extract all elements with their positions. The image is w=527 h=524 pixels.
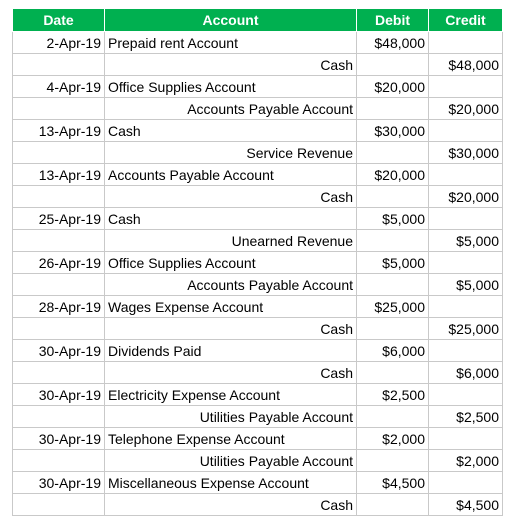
- date-cell[interactable]: [13, 450, 105, 472]
- date-cell[interactable]: 25-Apr-19: [13, 208, 105, 230]
- account-cell[interactable]: Electricity Expense Account: [105, 384, 357, 406]
- credit-cell[interactable]: $30,000: [429, 142, 503, 164]
- debit-cell[interactable]: $20,000: [357, 76, 429, 98]
- table-row: [13, 472, 503, 494]
- debit-cell[interactable]: $48,000: [357, 32, 429, 54]
- table-row: [13, 362, 503, 384]
- date-cell[interactable]: [13, 54, 105, 76]
- table-row: [13, 230, 503, 252]
- credit-cell[interactable]: $6,000: [429, 362, 503, 384]
- credit-cell[interactable]: [429, 472, 503, 494]
- account-cell[interactable]: Office Supplies Account: [105, 252, 357, 274]
- credit-cell[interactable]: $2,000: [429, 450, 503, 472]
- table-row: [13, 384, 503, 406]
- account-cell[interactable]: Prepaid rent Account: [105, 32, 357, 54]
- table-row: [13, 406, 503, 428]
- account-cell[interactable]: Cash: [105, 494, 357, 516]
- credit-cell[interactable]: [429, 208, 503, 230]
- table-row: [13, 98, 503, 120]
- debit-cell[interactable]: $2,500: [357, 384, 429, 406]
- debit-cell[interactable]: [357, 230, 429, 252]
- date-cell[interactable]: [13, 362, 105, 384]
- table-row: [13, 252, 503, 274]
- debit-cell[interactable]: $25,000: [357, 296, 429, 318]
- credit-cell[interactable]: $25,000: [429, 318, 503, 340]
- date-cell[interactable]: 13-Apr-19: [13, 164, 105, 186]
- credit-cell[interactable]: [429, 428, 503, 450]
- date-cell[interactable]: 30-Apr-19: [13, 384, 105, 406]
- date-cell[interactable]: [13, 274, 105, 296]
- account-cell[interactable]: Cash: [105, 208, 357, 230]
- table-row: [13, 54, 503, 76]
- table-row: [13, 318, 503, 340]
- table-row: [13, 428, 503, 450]
- account-cell[interactable]: Utilities Payable Account: [105, 406, 357, 428]
- table-row: [13, 296, 503, 318]
- debit-cell[interactable]: $30,000: [357, 120, 429, 142]
- credit-cell[interactable]: [429, 76, 503, 98]
- account-cell[interactable]: Cash: [105, 318, 357, 340]
- journal-entries-table: [12, 8, 503, 516]
- table-row: [13, 120, 503, 142]
- credit-cell[interactable]: $5,000: [429, 274, 503, 296]
- account-cell[interactable]: Wages Expense Account: [105, 296, 357, 318]
- table-row: [13, 32, 503, 54]
- debit-cell[interactable]: [357, 494, 429, 516]
- account-cell[interactable]: Accounts Payable Account: [105, 164, 357, 186]
- debit-cell[interactable]: [357, 318, 429, 340]
- table-row: [13, 450, 503, 472]
- debit-cell[interactable]: $2,000: [357, 428, 429, 450]
- credit-cell[interactable]: [429, 32, 503, 54]
- table-row: [13, 76, 503, 98]
- credit-cell[interactable]: $5,000: [429, 230, 503, 252]
- date-cell[interactable]: [13, 230, 105, 252]
- debit-cell[interactable]: [357, 54, 429, 76]
- account-cell[interactable]: Miscellaneous Expense Account: [105, 472, 357, 494]
- credit-cell[interactable]: $20,000: [429, 186, 503, 208]
- credit-cell[interactable]: [429, 384, 503, 406]
- account-cell[interactable]: Accounts Payable Account: [105, 98, 357, 120]
- debit-cell[interactable]: $5,000: [357, 208, 429, 230]
- date-cell[interactable]: 13-Apr-19: [13, 120, 105, 142]
- table-row: [13, 164, 503, 186]
- debit-cell[interactable]: [357, 450, 429, 472]
- table-row: [13, 142, 503, 164]
- debit-cell[interactable]: $20,000: [357, 164, 429, 186]
- debit-cell[interactable]: [357, 362, 429, 384]
- header-row: [13, 9, 503, 32]
- date-cell[interactable]: 30-Apr-19: [13, 340, 105, 362]
- date-cell[interactable]: [13, 186, 105, 208]
- debit-cell[interactable]: [357, 274, 429, 296]
- credit-cell[interactable]: [429, 296, 503, 318]
- account-cell[interactable]: Office Supplies Account: [105, 76, 357, 98]
- debit-cell[interactable]: $6,000: [357, 340, 429, 362]
- date-cell[interactable]: 30-Apr-19: [13, 428, 105, 450]
- account-cell[interactable]: Cash: [105, 362, 357, 384]
- credit-cell[interactable]: $48,000: [429, 54, 503, 76]
- credit-cell[interactable]: [429, 252, 503, 274]
- credit-cell[interactable]: $2,500: [429, 406, 503, 428]
- table-row: [13, 274, 503, 296]
- account-cell[interactable]: Dividends Paid: [105, 340, 357, 362]
- table-row: [13, 340, 503, 362]
- account-cell[interactable]: Telephone Expense Account: [105, 428, 357, 450]
- date-cell[interactable]: 4-Apr-19: [13, 76, 105, 98]
- credit-cell[interactable]: [429, 340, 503, 362]
- date-cell[interactable]: 30-Apr-19: [13, 472, 105, 494]
- account-cell[interactable]: Utilities Payable Account: [105, 450, 357, 472]
- date-cell[interactable]: [13, 318, 105, 340]
- account-cell[interactable]: Accounts Payable Account: [105, 274, 357, 296]
- date-cell[interactable]: 2-Apr-19: [13, 32, 105, 54]
- header-date: Date: [13, 9, 105, 32]
- table-row: [13, 186, 503, 208]
- debit-cell[interactable]: $4,500: [357, 472, 429, 494]
- credit-cell[interactable]: $4,500: [429, 494, 503, 516]
- account-cell[interactable]: Unearned Revenue: [105, 230, 357, 252]
- date-cell[interactable]: [13, 406, 105, 428]
- table-row: [13, 208, 503, 230]
- credit-cell[interactable]: [429, 120, 503, 142]
- date-cell[interactable]: 28-Apr-19: [13, 296, 105, 318]
- journal-entries-sheet: [12, 8, 502, 516]
- date-cell[interactable]: 26-Apr-19: [13, 252, 105, 274]
- header-credit: Credit: [429, 9, 503, 32]
- account-cell[interactable]: Cash: [105, 186, 357, 208]
- debit-cell[interactable]: [357, 186, 429, 208]
- debit-cell[interactable]: [357, 142, 429, 164]
- credit-cell[interactable]: $20,000: [429, 98, 503, 120]
- journal-body: [13, 32, 503, 516]
- date-cell[interactable]: [13, 98, 105, 120]
- debit-cell[interactable]: [357, 98, 429, 120]
- debit-cell[interactable]: $5,000: [357, 252, 429, 274]
- header-debit: Debit: [357, 9, 429, 32]
- date-cell[interactable]: [13, 494, 105, 516]
- account-cell[interactable]: Cash: [105, 120, 357, 142]
- table-row: [13, 494, 503, 516]
- credit-cell[interactable]: [429, 164, 503, 186]
- date-cell[interactable]: [13, 142, 105, 164]
- debit-cell[interactable]: [357, 406, 429, 428]
- header-account: Account: [105, 9, 357, 32]
- account-cell[interactable]: Cash: [105, 54, 357, 76]
- account-cell[interactable]: Service Revenue: [105, 142, 357, 164]
